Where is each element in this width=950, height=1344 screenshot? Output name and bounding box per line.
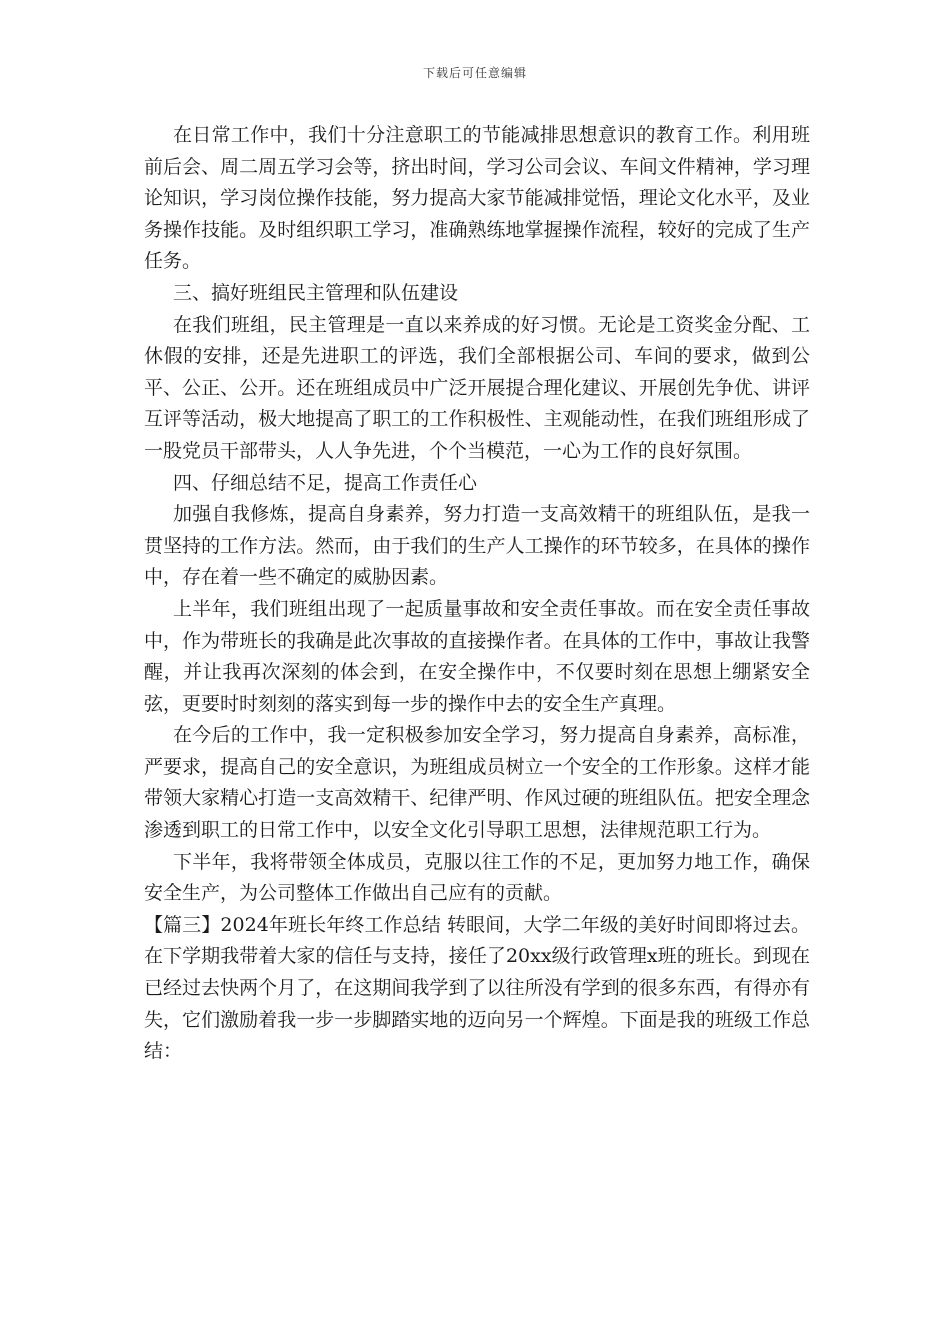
paragraph-democratic-management: 在我们班组，民主管理是一直以来养成的好习惯。无论是工资奖金分配、工休假的安排，还是先进职工的评选，我们全部根据公司、车间的要求，做到公平、公正、公开。还在班组成员中广泛开展提合理化建议、开展创先争优、讲评互评等活动，极大地提高了职工的工作积极性、主观能动性，在我们班组形成了一股党员干部带头，人人争先进，个个当模范，一心为工作的良好氛围。 (144, 313, 810, 462)
paragraph-first-half-year: 上半年，我们班组出现了一起质量事故和安全责任事故。而在安全责任事故中，作为带班长的我确是此次事故的直接操作者。在具体的工作中，事故让我警醒，并让我再次深刻的体会到，在安全操作中，不仅要时刻在思想上绷紧安全弦，更要时时刻刻的落实到每一步的操作中去的安全生产真理。 (144, 597, 810, 715)
paragraph-second-half-year: 下半年，我将带领全体成员，克服以往工作的不足，更加努力地工作，确保安全生产，为公司整体工作做出自己应有的贡献。 (144, 850, 810, 905)
paragraph-self-cultivation: 加强自我修炼，提高自身素养，努力打造一支高效精干的班组队伍，是我一贯坚持的工作方法。然而，由于我们的生产人工操作的环节较多，在具体的操作中，存在着一些不确定的威胁因素。 (144, 503, 810, 589)
section-heading-3: 三、搞好班组民主管理和队伍建设 (173, 281, 459, 304)
paragraph-future-work: 在今后的工作中，我一定积极参加安全学习，努力提高自身素养，高标准，严要求，提高自己的安全意识，为班组成员树立一个安全的工作形象。这样才能带领大家精心打造一支高效精干、纪律严明、作风过硬的班组队伍。把安全理念渗透到职工的日常工作中，以安全文化引导职工思想，法律规范职工行为。 (144, 724, 810, 842)
header-note: 下载后可任意编辑 (422, 66, 527, 80)
document-body (144, 120, 810, 1068)
section-heading-4: 四、仔细总结不足，提高工作责任心 (173, 471, 478, 494)
paragraph-energy-education: 在日常工作中，我们十分注意职工的节能减排思想意识的教育工作。利用班前后会、周二周五学习会等，挤出时间，学习公司会议、车间文件精神，学习理论知识，学习岗位操作技能，努力提高大家节能减排觉悟，理论文化水平，及业务操作技能。及时组织职工学习，准确熟练地掌握操作流程，较好的完成了生产任务。 (144, 124, 810, 273)
paragraph-part-three: 【篇三】2024年班长年终工作总结 转眼间，大学二年级的美好时间即将过去。在下学期我带着大家的信任与支持，接任了20xx级行政管理x班的班长。到现在已经过去快两个月了，在这期间我学到了以往所没有学到的很多东西，有得亦有失，它们激励着我一步一步脚踏实地的迈向另一个辉煌。下面是我的班级工作总结： (144, 913, 810, 1063)
